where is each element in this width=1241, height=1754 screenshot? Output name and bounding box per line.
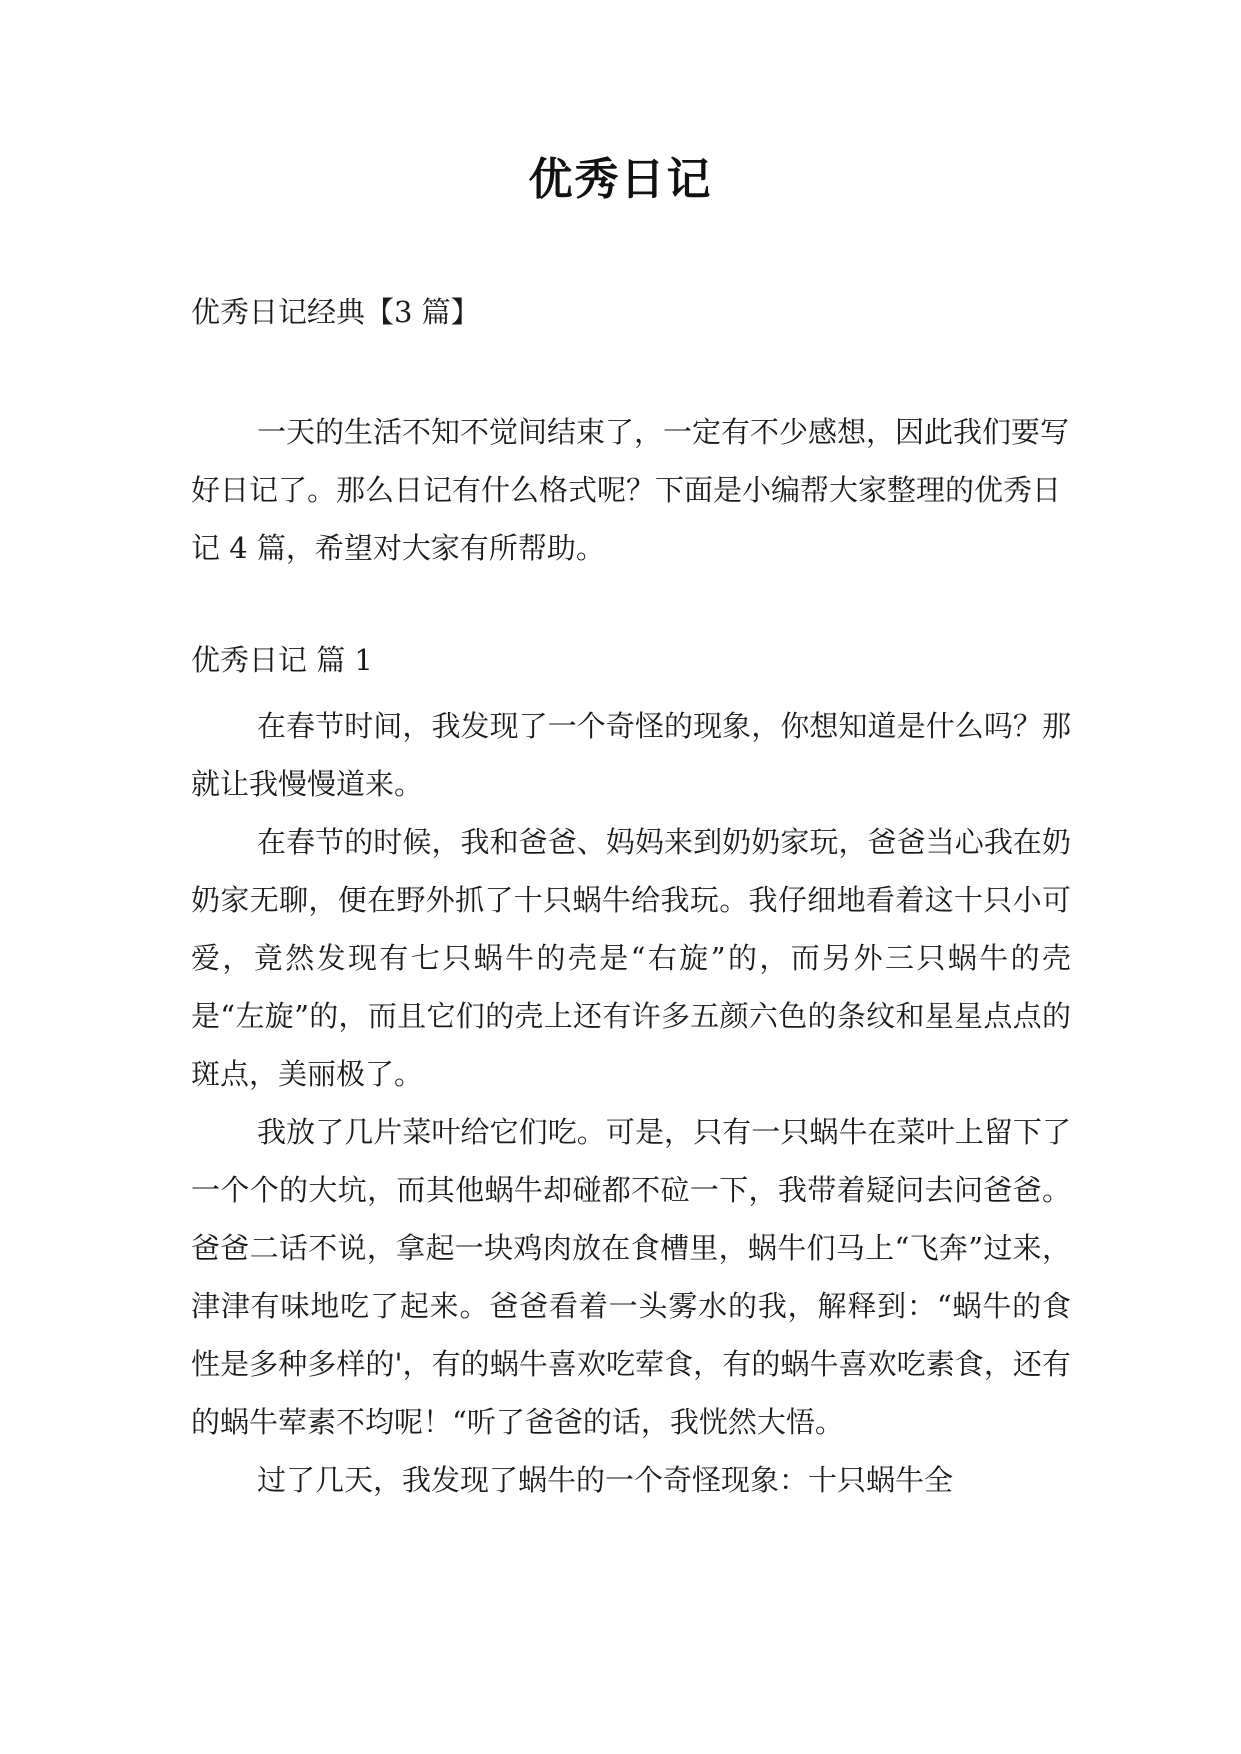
body-paragraph: 过了几天，我发现了蜗牛的一个奇怪现象：十只蜗牛全 — [257, 1463, 954, 1497]
intro-paragraph: 一天的生活不知不觉间结束了，一定有不少感想，因此我们要写好日记了。那么日记有什么格式呢？下面是小编帮大家整理的优秀日记 4 篇，希望对大家有所帮助。 — [191, 415, 1070, 565]
body-paragraph: 在春节时间，我发现了一个奇怪的现象，你想知道是什么吗？那就让我慢慢道来。 — [191, 709, 1071, 801]
body-paragraph: 在春节的时候，我和爸爸、妈妈来到奶奶家玩，爸爸当心我在奶奶家无聊，便在野外抓了十只蜗牛给我玩。我仔细地看着这十只小可爱，竟然发现有七只蜗牛的壳是“右旋”的，而另外三只蜗牛的壳是“左旋”的，而且它们的壳上还有许多五颜六色的条纹和星星点点的斑点，美丽极了。 — [191, 825, 1071, 1091]
page-title: 优秀日记 — [528, 154, 713, 205]
diary-body — [191, 697, 1071, 1509]
document-subtitle: 优秀日记经典【3 篇】 — [191, 295, 480, 329]
body-paragraph: 我放了几片菜叶给它们吃。可是，只有一只蜗牛在菜叶上留下了一个个的大坑，而其他蜗牛却碰都不砬一下，我带着疑问去问爸爸。爸爸二话不说，拿起一块鸡肉放在食槽里，蜗牛们马上“飞奔”过来，津津有味地吃了起来。爸爸看着一头雾水的我，解释到：“蜗牛的食性是多种多样的'，有的蜗牛喜欢吃荤食，有的蜗牛喜欢吃素食，还有的蜗牛荤素不均呢！“听了爸爸的话，我恍然大悟。 — [191, 1115, 1071, 1439]
section-heading: 优秀日记 篇 1 — [191, 643, 373, 677]
